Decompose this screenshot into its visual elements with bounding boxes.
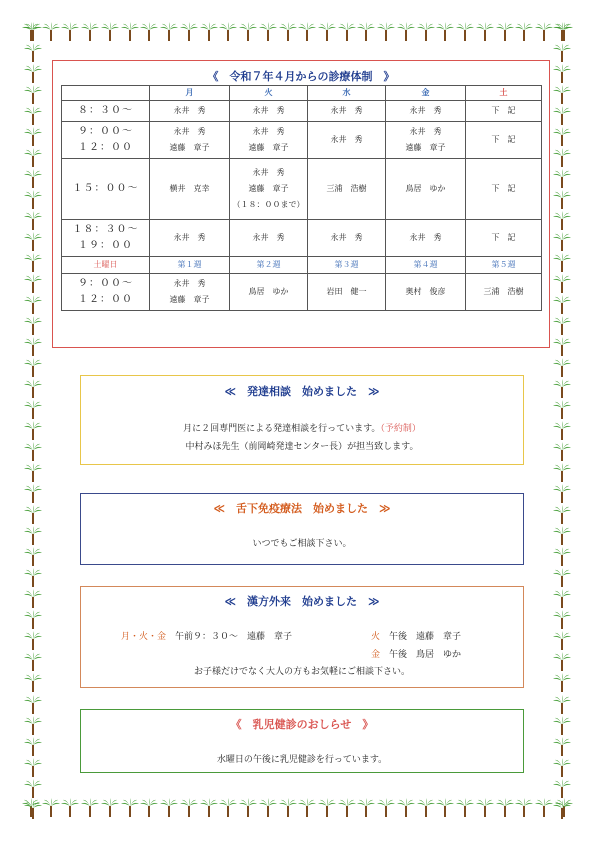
palm-tree-icon [553, 358, 571, 378]
kampo-row2 [371, 629, 461, 642]
palm-tree-icon [160, 798, 178, 818]
palm-tree-icon [553, 610, 571, 630]
palm-tree-icon [436, 798, 454, 818]
palm-tree-icon [417, 798, 435, 818]
palm-tree-icon [24, 358, 42, 378]
header-cell: 金 [386, 86, 466, 101]
doctor-name: 三浦 浩樹 [326, 184, 367, 193]
palm-tree-icon [24, 190, 42, 210]
palm-tree-icon [553, 526, 571, 546]
palm-tree-icon [476, 22, 494, 42]
palm-tree-icon [180, 22, 198, 42]
kampo-days1: 月・火・金 [121, 632, 167, 642]
palm-tree-icon [24, 337, 42, 357]
doctor-cell [150, 220, 230, 257]
palm-tree-icon [553, 232, 571, 252]
palm-tree-icon [496, 22, 514, 42]
doctor-cell [150, 159, 230, 220]
palm-border-right [551, 22, 573, 820]
palm-tree-icon [24, 652, 42, 672]
palm-tree-icon [476, 798, 494, 818]
palm-tree-icon [377, 22, 395, 42]
palm-tree-icon [553, 463, 571, 483]
palm-tree-icon [298, 798, 316, 818]
development-line2: 中村みほ先生（前岡崎発達センター長）が担当致します。 [185, 442, 419, 452]
palm-tree-icon [24, 526, 42, 546]
kampo-row1 [121, 629, 292, 642]
week-cell: 第４週 [386, 257, 466, 274]
palm-tree-icon [279, 22, 297, 42]
kampo-row3 [371, 647, 461, 660]
palm-tree-icon [24, 716, 42, 736]
palm-tree-icon [553, 169, 571, 189]
palm-tree-icon [24, 505, 42, 525]
palm-tree-icon [553, 484, 571, 504]
week-cell: 第２週 [230, 257, 308, 274]
palm-tree-icon [553, 211, 571, 231]
palm-tree-icon [553, 85, 571, 105]
palm-tree-icon [279, 798, 297, 818]
doctor-name: 鳥居 ゆか [248, 287, 289, 296]
palm-tree-icon [200, 22, 218, 42]
doctor-cell [386, 220, 466, 257]
palm-tree-icon [101, 798, 119, 818]
time-cell [62, 122, 150, 159]
palm-tree-icon [318, 22, 336, 42]
palm-tree-icon [553, 190, 571, 210]
palm-tree-icon [121, 22, 139, 42]
immuno-line1: いつでもご相談下さい。 [252, 539, 352, 549]
doctor-name: 遠藤 章子 [405, 143, 446, 152]
time-text: １２：００ [78, 142, 133, 153]
palm-tree-icon [357, 798, 375, 818]
palm-tree-icon [553, 779, 571, 799]
time-text: １９：００ [78, 240, 133, 251]
kampo-slot1: 午前９：３０～ 遠藤 章子 [175, 632, 293, 642]
doctor-cell [230, 274, 308, 311]
palm-tree-icon [338, 22, 356, 42]
doctor-cell [466, 159, 542, 220]
doctor-cell [308, 159, 386, 220]
palm-tree-icon [553, 442, 571, 462]
time-text: １５：００～ [72, 183, 139, 194]
development-line1-main: 月に２回専門医による発達相談を行っています。 [183, 424, 381, 434]
palm-tree-icon [24, 758, 42, 778]
palm-tree-icon [24, 589, 42, 609]
doctor-name: 永井 秀 [252, 127, 285, 136]
table-row [62, 122, 542, 159]
palm-tree-icon [259, 22, 277, 42]
palm-tree-icon [24, 106, 42, 126]
palm-tree-icon [553, 274, 571, 294]
header-cell [62, 86, 150, 101]
schedule-box [52, 60, 550, 348]
palm-tree-icon [553, 379, 571, 399]
palm-tree-icon [553, 716, 571, 736]
palm-tree-icon [436, 22, 454, 42]
palm-tree-icon [553, 400, 571, 420]
palm-tree-icon [553, 316, 571, 336]
doctor-cell [386, 274, 466, 311]
doctor-name: 横井 克幸 [169, 184, 210, 193]
palm-tree-icon [24, 379, 42, 399]
week-cell: 第３週 [308, 257, 386, 274]
doctor-name: 遠藤 章子 [248, 184, 289, 193]
saturday-label: 土曜日 [62, 257, 150, 274]
palm-tree-icon [24, 695, 42, 715]
palm-tree-icon [553, 421, 571, 441]
header-cell: 土 [466, 86, 542, 101]
palm-tree-icon [553, 631, 571, 651]
doctor-cell [466, 122, 542, 159]
palm-tree-icon [140, 22, 158, 42]
doctor-cell [386, 101, 466, 122]
doctor-name: 永井 秀 [409, 233, 442, 242]
palm-tree-icon [298, 22, 316, 42]
palm-tree-icon [24, 85, 42, 105]
palm-tree-icon [456, 22, 474, 42]
time-text: ８：３０～ [78, 105, 133, 116]
palm-tree-icon [24, 253, 42, 273]
doctor-name: 永井 秀 [330, 233, 363, 242]
doctor-name: 岩田 健一 [326, 287, 367, 296]
doctor-cell [308, 101, 386, 122]
doctor-name: 永井 秀 [409, 127, 442, 136]
time-text: １８：３０～ [72, 224, 139, 235]
schedule-table [61, 85, 542, 311]
kampo-day2: 火 [371, 632, 381, 642]
palm-border-top [22, 22, 573, 44]
header-cell: 水 [308, 86, 386, 101]
palm-tree-icon [553, 253, 571, 273]
palm-tree-icon [200, 798, 218, 818]
palm-tree-icon [338, 798, 356, 818]
palm-tree-icon [24, 148, 42, 168]
palm-tree-icon [61, 798, 79, 818]
palm-tree-icon [553, 43, 571, 63]
palm-tree-icon [24, 274, 42, 294]
doctor-name: 三浦 浩樹 [483, 287, 524, 296]
palm-tree-icon [259, 798, 277, 818]
time-text: ９：００～ [78, 126, 133, 137]
palm-tree-icon [24, 610, 42, 630]
palm-tree-icon [553, 652, 571, 672]
palm-tree-icon [553, 695, 571, 715]
palm-tree-icon [160, 22, 178, 42]
kampo-slot3: 午後 鳥居 ゆか [389, 650, 462, 660]
palm-tree-icon [553, 737, 571, 757]
immuno-title: ≪ 舌下免疫療法 始めました ≫ [213, 502, 391, 515]
kampo-day3: 金 [371, 650, 381, 660]
doctor-cell [308, 274, 386, 311]
palm-tree-icon [61, 22, 79, 42]
doctor-name: 下 記 [491, 106, 516, 115]
palm-tree-icon [553, 22, 571, 42]
palm-border-left [22, 22, 44, 820]
palm-tree-icon [24, 316, 42, 336]
doctor-cell [230, 159, 308, 220]
palm-tree-icon [24, 64, 42, 84]
doctor-cell [150, 101, 230, 122]
palm-tree-icon [496, 798, 514, 818]
doctor-name: 永井 秀 [173, 127, 206, 136]
doctor-name: 遠藤 章子 [248, 143, 289, 152]
palm-tree-icon [24, 211, 42, 231]
palm-tree-icon [24, 779, 42, 799]
palm-tree-icon [24, 631, 42, 651]
header-cell: 火 [230, 86, 308, 101]
palm-tree-icon [42, 798, 60, 818]
palm-tree-icon [553, 127, 571, 147]
time-cell [62, 220, 150, 257]
development-box [80, 375, 524, 465]
palm-tree-icon [101, 22, 119, 42]
development-line1 [81, 421, 523, 434]
time-text: ９：００～ [78, 278, 133, 289]
checkup-box [80, 709, 524, 773]
time-cell [62, 274, 150, 311]
palm-tree-icon [515, 798, 533, 818]
palm-tree-icon [24, 673, 42, 693]
palm-tree-icon [24, 169, 42, 189]
palm-tree-icon [456, 798, 474, 818]
palm-tree-icon [219, 798, 237, 818]
palm-tree-icon [553, 148, 571, 168]
doctor-name: 永井 秀 [252, 168, 285, 177]
palm-tree-icon [397, 22, 415, 42]
palm-tree-icon [24, 127, 42, 147]
time-cell [62, 101, 150, 122]
doctor-cell [230, 122, 308, 159]
palm-tree-icon [24, 737, 42, 757]
table-row [62, 101, 542, 122]
time-cell [62, 159, 150, 220]
doctor-cell [466, 101, 542, 122]
palm-tree-icon [140, 798, 158, 818]
palm-tree-icon [180, 798, 198, 818]
doctor-cell [150, 122, 230, 159]
palm-tree-icon [239, 798, 257, 818]
checkup-title: 《 乳児健診のおしらせ 》 [230, 718, 374, 731]
saturday-doctor-row [62, 274, 542, 311]
palm-tree-icon [24, 43, 42, 63]
palm-tree-icon [515, 22, 533, 42]
palm-tree-icon [553, 547, 571, 567]
doctor-name: 遠藤 章子 [169, 295, 210, 304]
palm-tree-icon [24, 295, 42, 315]
palm-tree-icon [24, 568, 42, 588]
time-text: １２：００ [78, 294, 133, 305]
kampo-box [80, 586, 524, 688]
doctor-name: 永井 秀 [173, 233, 206, 242]
doctor-name: 永井 秀 [252, 106, 285, 115]
doctor-cell [386, 159, 466, 220]
doctor-name: 下 記 [491, 135, 516, 144]
palm-tree-icon [377, 798, 395, 818]
palm-tree-icon [397, 798, 415, 818]
palm-tree-icon [24, 22, 42, 42]
doctor-cell [308, 220, 386, 257]
palm-tree-icon [553, 337, 571, 357]
doctor-name: 永井 秀 [173, 279, 206, 288]
doctor-name: 永井 秀 [409, 106, 442, 115]
doctor-cell [230, 101, 308, 122]
doctor-cell [386, 122, 466, 159]
table-row [62, 220, 542, 257]
kampo-title: ≪ 漢方外来 始めました ≫ [224, 595, 380, 608]
development-line1-note: （予約制） [380, 424, 421, 434]
doctor-name: （１８：００まで） [232, 200, 305, 209]
doctor-cell [466, 220, 542, 257]
palm-tree-icon [318, 798, 336, 818]
palm-tree-icon [121, 798, 139, 818]
header-cell: 月 [150, 86, 230, 101]
week-cell: 第５週 [466, 257, 542, 274]
palm-tree-icon [239, 22, 257, 42]
saturday-week-row [62, 257, 542, 274]
week-cell: 第１週 [150, 257, 230, 274]
checkup-line1: 水曜日の午後に乳児健診を行っています。 [216, 755, 388, 765]
palm-tree-icon [24, 442, 42, 462]
palm-tree-icon [553, 295, 571, 315]
development-title: ≪ 発達相談 始めました ≫ [224, 385, 380, 398]
palm-tree-icon [42, 22, 60, 42]
kampo-note: お子様だけでなく大人の方もお気軽にご相談下さい。 [193, 667, 410, 677]
palm-tree-icon [81, 22, 99, 42]
doctor-cell [230, 220, 308, 257]
palm-tree-icon [553, 800, 571, 820]
kampo-slot2: 午後 遠藤 章子 [389, 632, 462, 642]
schedule-title: 《 令和７年４月からの診療体制 》 [207, 70, 395, 83]
doctor-name: 下 記 [491, 233, 516, 242]
palm-tree-icon [553, 589, 571, 609]
doctor-cell [150, 274, 230, 311]
palm-tree-icon [24, 400, 42, 420]
doctor-name: 永井 秀 [252, 233, 285, 242]
doctor-name: 鳥居 ゆか [405, 184, 446, 193]
palm-tree-icon [553, 64, 571, 84]
palm-tree-icon [24, 232, 42, 252]
doctor-name: 永井 秀 [173, 106, 206, 115]
doctor-name: 永井 秀 [330, 106, 363, 115]
table-row [62, 159, 542, 220]
doctor-name: 永井 秀 [330, 135, 363, 144]
doctor-name: 遠藤 章子 [169, 143, 210, 152]
palm-tree-icon [553, 758, 571, 778]
doctor-name: 下 記 [491, 184, 516, 193]
palm-tree-icon [417, 22, 435, 42]
palm-border-bottom [22, 798, 573, 820]
palm-tree-icon [357, 22, 375, 42]
palm-tree-icon [24, 547, 42, 567]
doctor-cell [466, 274, 542, 311]
palm-tree-icon [553, 568, 571, 588]
palm-tree-icon [24, 463, 42, 483]
palm-tree-icon [24, 800, 42, 820]
doctor-name: 奥村 俊彦 [405, 287, 446, 296]
palm-tree-icon [81, 798, 99, 818]
palm-tree-icon [553, 505, 571, 525]
palm-tree-icon [553, 106, 571, 126]
palm-tree-icon [24, 484, 42, 504]
table-header-row [62, 86, 542, 101]
palm-tree-icon [219, 22, 237, 42]
immuno-box [80, 493, 524, 565]
palm-tree-icon [553, 673, 571, 693]
doctor-cell [308, 122, 386, 159]
palm-tree-icon [24, 421, 42, 441]
